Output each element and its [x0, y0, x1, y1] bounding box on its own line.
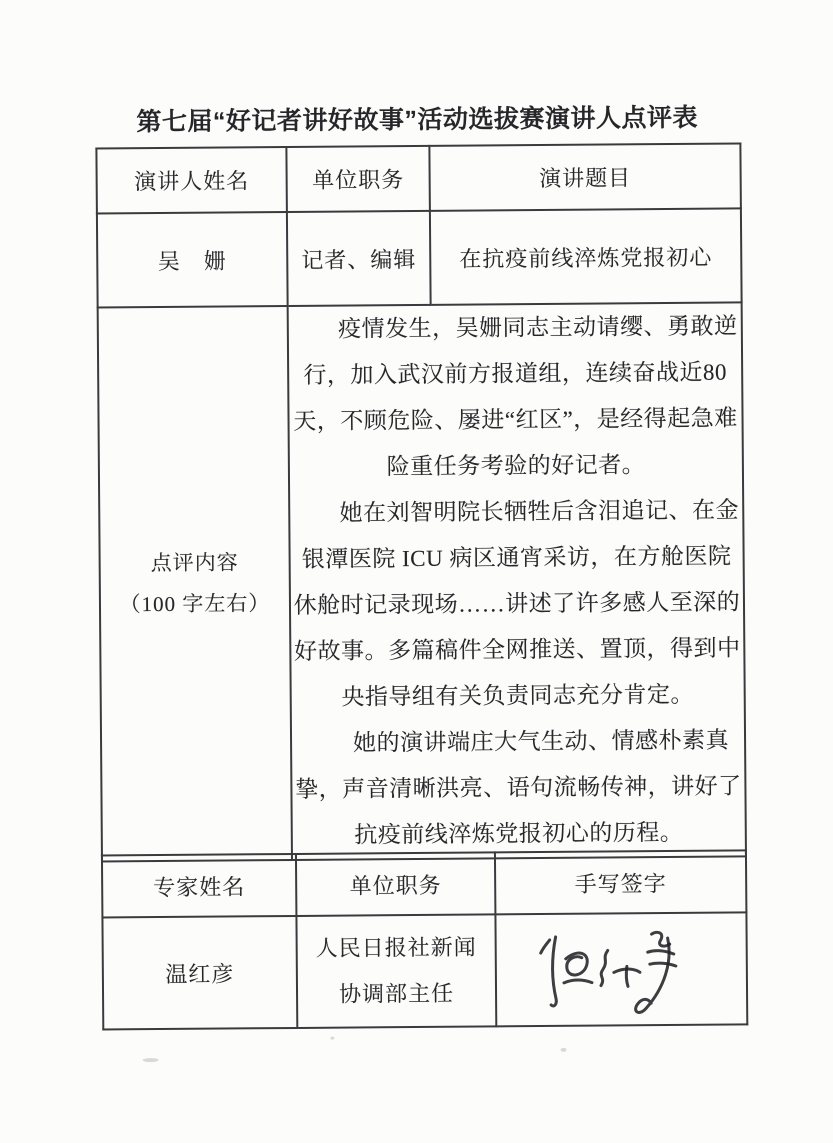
expert-unit-line1: 人民日报社新闻: [298, 924, 495, 972]
scan-speck: [330, 1037, 334, 1040]
comment-paragraph-1: 疫情发生，吴姗同志主动请缨、勇敢逆行，加入武汉前方报道组，连续奋战近80 天，不顾危险、屡进“红区”，是经得起急难险重任务考验的好记者。: [289, 303, 742, 491]
expert-name-value: 温红彦: [102, 916, 297, 1030]
speaker-header-row: [96, 143, 740, 213]
expert-header-row: [102, 850, 746, 917]
comment-paragraph-3: 她的演讲端庄大气生动、情感朴素真挚，声音清晰洪亮、语句流畅传神，讲好了抗疫前线淬炼党报初心的历程。: [292, 717, 745, 859]
speaker-row: [97, 208, 742, 307]
speaker-unit-value: 记者、编辑: [287, 211, 431, 306]
comment-label-cell: [98, 306, 292, 861]
header-speaker-topic: 演讲题目: [429, 143, 741, 210]
expert-unit-line2: 协调部主任: [298, 970, 495, 1018]
comment-label-line2: （100 字左右）: [101, 583, 289, 625]
scan-speck: [143, 1058, 159, 1062]
header-speaker-name: 演讲人姓名: [96, 147, 287, 213]
comment-label-line1: 点评内容: [100, 542, 288, 584]
speaker-table: [95, 142, 747, 862]
expert-unit-value: [296, 914, 496, 1028]
header-expert-name: 专家姓名: [102, 854, 296, 918]
header-speaker-unit: 单位职务: [286, 146, 430, 212]
header-expert-signature: 手写签字: [495, 850, 746, 914]
speaker-topic-value: 在抗疫前线淬炼党报初心: [430, 208, 742, 304]
comment-row: [98, 302, 746, 861]
expert-signature-cell: [495, 912, 747, 1026]
expert-row: [102, 912, 747, 1029]
signature-handwriting: [525, 924, 696, 1025]
page-title: 第七届“好记者讲好故事”活动选拔赛演讲人点评表: [95, 97, 739, 138]
speaker-name-value: 吴 姗: [97, 212, 288, 307]
expert-table: [101, 849, 748, 1030]
comment-paragraph-2: 她在刘智明院长牺牲后含泪追记、在金银潭医院 ICU 病区通宵采访，在方舱医院休舱时记录现场……讲述了许多感人至深的好故事。多篇稿件全网推送、置顶，得到中央指导组有关负责同志充分肯定。: [290, 487, 744, 721]
header-expert-unit: 单位职务: [296, 852, 495, 916]
comment-text-cell: [288, 302, 746, 860]
scan-speck: [560, 1048, 566, 1052]
